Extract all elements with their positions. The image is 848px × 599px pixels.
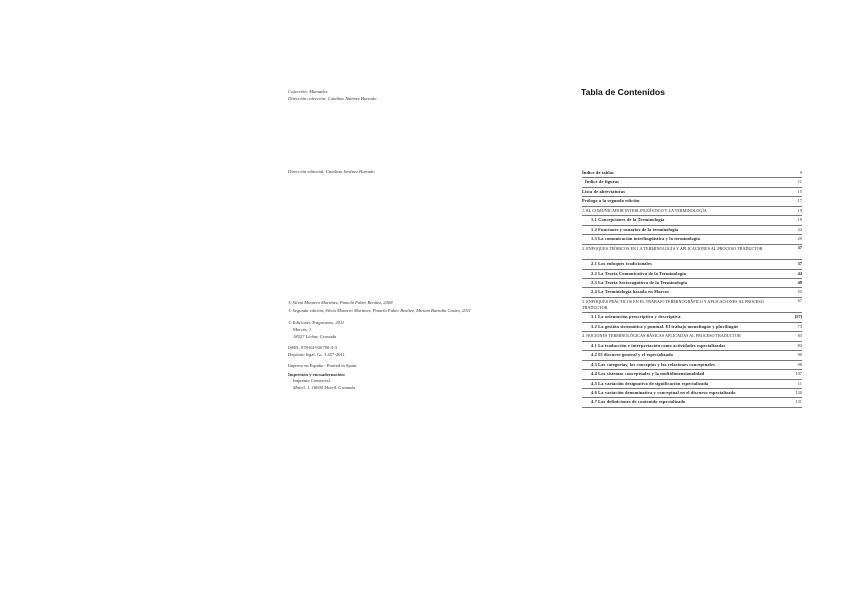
editorial-direction: Dirección editorial: Catalina Jiménez Hurtado [288,169,375,174]
copyright-second-edition: © Segunda edición, Silvia Montero Martínez, Pamela Faber Benítez, Miriam Buendía Castro, 2011 [288,308,471,313]
toc-entry-page: 37 [797,244,802,250]
toc-entry[interactable] [582,178,802,187]
printer-address: Motril, 1. 18600 Motril. Granada [293,385,355,390]
toc-entry[interactable] [582,235,802,244]
toc-entry-label: Índice de figuras [585,179,620,185]
toc-entry-page: 83 [797,333,802,339]
toc-entry-label: 3.2 La gestión sistemática y puntual. El trabajo monolingüe y plurilingüe [591,323,739,329]
toc-entry-label: 4.7 Las definiciones de contenido especializado [591,399,686,405]
toc-entry[interactable] [582,197,802,206]
toc-entry[interactable] [582,361,802,370]
toc-entry-page: 24 [797,226,802,232]
printer-name: Imprenta Comercial. [293,378,332,383]
toc-entry[interactable] [582,370,802,379]
toc-entry[interactable] [582,226,802,235]
toc-entry-page: 49 [797,279,802,285]
table-of-contents [582,169,802,408]
toc-entry-label: 4.1 La traducción e interpretación como actividades especializadas [591,342,726,348]
toc-entry-label: 1.1 Concepciones de la Terminología [591,217,665,223]
toc-entry[interactable] [582,270,802,279]
toc-entry-page: 98 [797,361,802,367]
toc-entry[interactable] [582,298,802,314]
toc-entry-label: Lista de abreviaturas [582,188,626,194]
toc-entry-label: 4. NOCIONES TERMINOLÓGICAS BÁSICAS APLICADAS AL PROCESO TRADUCTOR [582,333,741,339]
toc-entry-label: 4.4 Los sistemas conceptuales y la multidimensionalidad [591,371,705,377]
toc-entry-label: 4.3 Las categorías, los conceptos y las relaciones conceptuales [591,361,716,367]
toc-title: Tabla de Contenidos [581,87,665,97]
toc-entry-page: 73 [797,323,802,329]
toc-entry-page: 17 [797,198,802,204]
toc-entry-label: 2.2 La Teoría Comunicativa de la Terminología [591,270,686,276]
toc-entry-page: [57] [794,314,802,320]
toc-entry[interactable] [582,342,802,351]
toc-entry[interactable] [582,188,802,197]
toc-entry[interactable] [582,260,802,269]
toc-entry-label: 2. ENFOQUES TEÓRICOS EN LA TERMINOLOGÍA Y APLICACIONES AL PROCESO TRADUCTOR [582,245,763,251]
toc-entry-label: Índice de tablas [582,170,614,175]
toc-entry[interactable] [582,313,802,322]
toc-entry-page: 29 [797,236,802,242]
toc-entry-page: 37 [797,261,802,267]
toc-entry-page: 9 [799,170,802,175]
toc-entry-page: 19 [797,207,802,213]
toc-entry-page: 131 [795,399,802,405]
toc-entry[interactable] [582,389,802,398]
toc-entry[interactable] [582,380,802,389]
toc-entry-label: 4.6 La variación denominativa y conceptual en el discurso especializado [591,389,736,395]
toc-entry-label: 1. EL COMUNICADOR INTERLINGÜÍSTICO Y LA TERMINOLOGÍA [582,207,707,213]
toc-entry-label: 4.5 La variación designativa de significación especializada [591,380,709,386]
collection-line: Colección: Manuales [288,89,328,94]
toc-entry[interactable] [582,323,802,332]
printed-in-spain: Impreso en España - Printed in Spain [288,363,357,368]
toc-entry[interactable] [582,288,802,297]
printing-heading: Impresión y encuadernación: [288,372,346,377]
toc-entry-label: Prólogo a la segunda edición [582,198,640,204]
toc-entry[interactable] [582,279,802,288]
toc-entry-label: 2.4 La Terminología basada en Marcos [591,289,670,295]
collection-director: Dirección colección: Catalina Jiménez Hurtado [288,96,377,101]
toc-entry-page: 11 [797,380,802,386]
toc-entry-label: 2.1 Los enfoques tradicionales [591,261,652,267]
toc-entry-page: 67 [797,297,802,303]
publisher-address-1: Mercés, 1 [293,327,312,332]
toc-entry-page: 120 [795,389,802,395]
toc-entry-label: 3.1 La orientación prescriptiva y descriptiva [591,314,681,320]
toc-entry-label: 4.2 El discurso general y el especializado [591,352,674,358]
toc-entry[interactable] [582,398,802,407]
toc-entry[interactable] [582,245,802,261]
toc-entry-page: 44 [797,270,802,276]
toc-entry-page: 11 [797,179,802,185]
toc-entry-label: 2.3 La Teoría Sociocognitiva de la Terminología [591,279,687,285]
toc-entry[interactable] [582,169,802,178]
publisher: © Ediciones Tragacanto, 2011 [288,320,345,325]
toc-entry-page: 90 [797,352,802,358]
toc-entry[interactable] [582,332,802,341]
toc-entry-page: 19 [797,217,802,223]
toc-entry[interactable] [582,351,802,360]
isbn: ISBN: 978-84-936780-4-3 [288,345,337,350]
toc-entry-label: 1.3 La comunicación interlingüística y la terminología [591,236,700,242]
toc-entry-page: 83 [797,342,802,348]
legal-deposit: Depósito legal: Gr. 3.457-2011 [288,352,345,357]
toc-entry-page: 15 [797,188,802,194]
toc-entry-page: 107 [795,371,802,377]
copyright-first-edition: © Silvia Montero Martínez, Pamela Faber Benítez, 2008 [288,300,393,305]
toc-entry-label: 1.2 Funciones y usuarios de la terminología [591,226,679,232]
toc-entry-label: 3. ENFOQUES PRÁCTICOS EN EL TRABAJO TERMINOGRÁFICO Y APLICACIONES AL PROCESO TRADUCTOR [582,298,764,310]
toc-entry-page: 55 [797,289,802,295]
toc-entry[interactable] [582,207,802,216]
toc-entry[interactable] [582,216,802,225]
publisher-address-2: 18527 Líchar, Granada [293,334,337,339]
